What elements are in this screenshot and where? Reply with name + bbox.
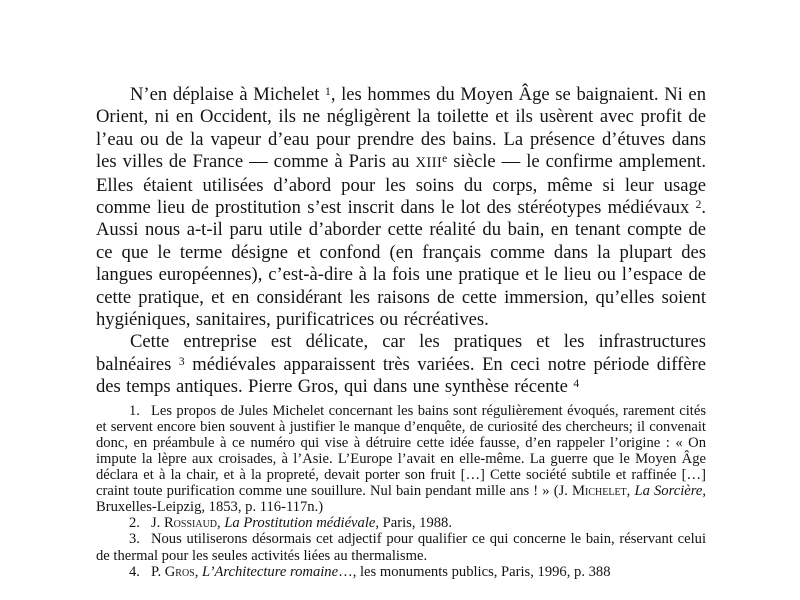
text-segment: P. (150, 563, 165, 580)
author-name: Rossiaud (163, 515, 218, 532)
footnote-ref-4: 4 (573, 378, 580, 391)
text-segment: Nous utiliserons désormais cet adjectif pour qualifier ce qui concerne le bain, réservant celui de thermal pour les seules activités liées au thermalisme. (96, 531, 706, 564)
text-segment: , les hommes du Moyen Âge se baignaient. Ni en Orient, ni en Occident, ils ne négligèrent la toilette et ils usèrent avec profit de l’eau ou de la vapeur d’eau pour prendre des bains. La présence d’étuves dans les villes de France — comme à Paris au (96, 84, 706, 173)
footnote-1-number: 1. (129, 402, 140, 419)
text-segment: J. (150, 515, 164, 532)
text-segment: , (194, 563, 203, 580)
text-segment: Cette entreprise est délicate, car les pratiques et les infrastructures balnéaires (96, 331, 706, 375)
footnote-ref-3: 3 (178, 355, 185, 368)
text-segment: siècle — le confirme amplement. Elles étaient utilisées d’abord pour les soins du corps, même si leur usage comme lieu de prostitution s’est inscrit dans le lot des stéréotypes médiévaux (96, 151, 706, 219)
text-segment: Les propos de Jules Michelet concernant les bains sont régulièrement évoqués, rarement cités et servent encore bien souvent à justifier le manque d’enquête, de curiosité des chercheurs; il convenait donc, en préambule à ce numéro qui vise à détruire cette idée fausse, d’en rappeler l’origine : « On impute la lèpre aux croisades, à l’Asie. L’Europe l’avait en elle-même. La guerre que le Moyen Âge déclara et à la chair, et à la propreté, devait porter son fruit […] Cette société subtile et raffinée […] craint toute purification comme une souillure. Nul bain pendant mille ans ! » (J. (96, 402, 706, 500)
book-title: L’Architecture romaine (202, 563, 339, 580)
footnote-4-number: 4. (129, 563, 140, 580)
footnote-1 (96, 403, 706, 516)
book-title: La Prostitution médiévale (224, 515, 376, 532)
author-name: Gros (164, 563, 195, 580)
author-name: Michelet (572, 483, 627, 500)
footnotes-section (96, 403, 706, 580)
text-segment: , Bruxelles-Leipzig, 1853, p. 116-117n.) (96, 483, 707, 516)
footnote-3 (96, 531, 706, 563)
text-segment: , (626, 483, 635, 500)
roman-numeral-century: XIII (415, 155, 443, 172)
text-segment: , (217, 515, 225, 532)
footnote-ref-1: 1 (325, 85, 331, 98)
text-segment: médiévales apparaissent très variées. En ceci notre période diffère des temps antiques. Pierre Gros, qui dans une synthèse récente (96, 353, 706, 398)
body-paragraph-2 (96, 331, 706, 398)
footnote-ref-2: 2 (695, 198, 702, 211)
footnote-3-number: 3. (129, 531, 140, 548)
body-paragraph-1 (96, 84, 706, 331)
book-title: La Sorcière (634, 483, 703, 500)
text-block (96, 84, 706, 580)
footnote-2 (96, 515, 706, 531)
footnote-4-clipped (96, 564, 706, 580)
ordinal-superscript: e (442, 153, 448, 166)
footnote-2-number: 2. (129, 515, 140, 532)
text-segment: N’en déplaise à Michelet (130, 84, 326, 105)
text-segment: , Paris, 1988. (375, 515, 452, 532)
text-segment: …, les monuments publics, Paris, 1996, p. 388 (338, 563, 611, 580)
text-segment: . Aussi nous a-t-il paru utile d’aborder cette réalité du bain, en tenant compte de ce que le terme désigne et confond (en français comme dans la plupart des langues européennes), c’est-à-dire à la fois une pratique et le lieu ou l’espace de cette pratique, et en considérant les raisons de cette immersion, qu’elles soient hygiéniques, sanitaires, purificatrices ou récréatives. (96, 197, 706, 331)
